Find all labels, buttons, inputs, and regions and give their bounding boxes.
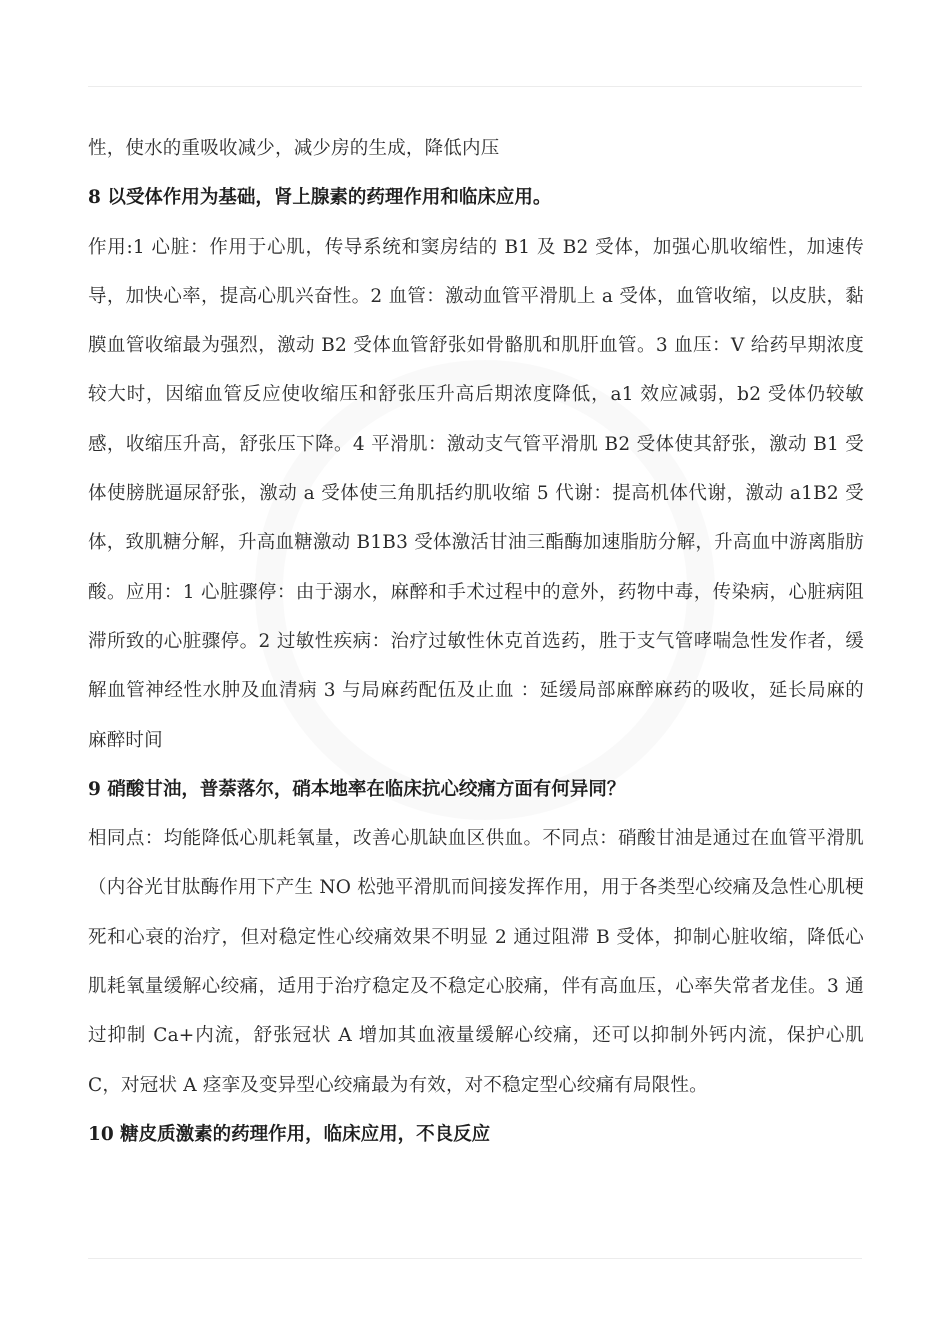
question-8-heading: 8 以受体作用为基础，肾上腺素的药理作用和临床应用。 bbox=[88, 187, 552, 209]
question-9-answer: 相同点：均能降低心肌耗氧量，改善心肌缺血区供血。不同点：硝酸甘油是通过在血管平滑肌（内谷光甘肽酶作用下产生 NO 松弛平滑肌而间接发挥作用，用于各类型心绞痛及急性心肌梗死和心衰的治疗，但对稳定性心绞痛效果不明显 2 通过阻滞 B 受体，抑制心脏收缩，降低心肌耗氧量缓解心绞痛，适用于治疗稳定及不稳定心胶痛，伴有高血压，心率失常者龙佳。3 通过抑制 Ca+内流，舒张冠状 A 增加其血液量缓解心绞痛，还可以抑制外钙内流，保护心肌 C，对冠状 A 痉挛及变异型心绞痛最为有效，对不稳定型心绞痛有局限性。 bbox=[88, 828, 864, 1096]
question-8-answer: 作用:1 心脏：作用于心肌，传导系统和窦房结的 B1 及 B2 受体，加强心肌收缩性，加速传导，加快心率，提高心肌兴奋性。2 血管：激动血管平滑肌上 a 受体，血管收缩，以皮肤，黏膜血管收缩最为强烈，激动 B2 受体血管舒张如骨骼肌和肌肝血管。3 血压：V 给药早期浓度较大时，因缩血管反应使收缩压和舒张压升高后期浓度降低，a1 效应减弱，b2 受体仍较敏感，收缩压升高，舒张压下降。4 平滑肌：激动支气管平滑肌 B2 受体使其舒张，激动 B1 受体使膀胱逼尿舒张，激动 a 受体使三角肌括约肌收缩 5 代谢：提高机体代谢，激动 a1B2 受体，致肌糖分解，升高血糖激动 B1B3 受体激活甘油三酯酶加速脂肪分解，升高血中游离脂肪酸。应用：1 心脏骤停：由于溺水，麻醉和手术过程中的意外，药物中毒，传染病，心脏病阻滞所致的心脏骤停。2 过敏性疾病：治疗过敏性休克首选药，胜于支气管哮喘急性发作者，缓解血管神经性水肿及血清病 3 与局麻药配伍及止血 ：延缓局部麻醉麻药的吸收，延长局麻的麻醉时间 bbox=[88, 236, 864, 751]
continued-paragraph: 性，使水的重吸收减少，减少房的生成，降低内压 bbox=[88, 138, 500, 159]
question-9-heading: 9 硝酸甘油，普萘落尔，硝本地率在临床抗心绞痛方面有何异同？ bbox=[88, 778, 626, 800]
document-body bbox=[88, 124, 864, 1159]
question-10-heading: 10 糖皮质激素的药理作用，临床应用，不良反应 bbox=[88, 1123, 491, 1145]
footer-rule bbox=[88, 1258, 862, 1259]
header-rule bbox=[88, 86, 862, 87]
